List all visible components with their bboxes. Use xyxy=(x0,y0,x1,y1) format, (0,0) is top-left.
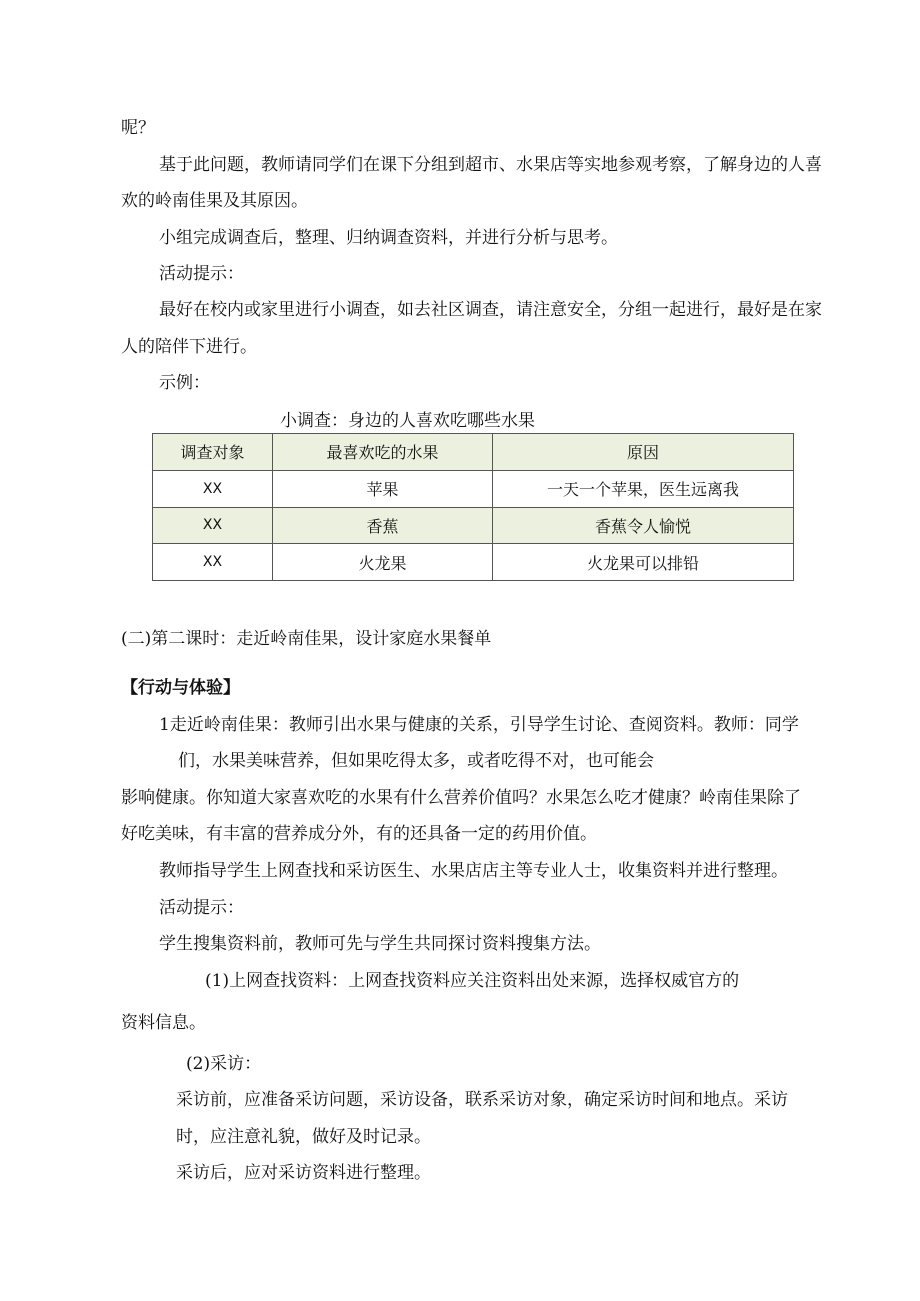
paragraph-line: 时，应注意礼貌，做好及时记录。 xyxy=(176,1127,431,1147)
paragraph-line: 采访前，应准备采访问题，采访设备，联系采访对象，确定采访时间和地点。采访 xyxy=(176,1090,788,1110)
table-cell: XX xyxy=(153,507,273,544)
paragraph-line: 基于此问题，教师请同学们在课下分组到超市、水果店等实地参观考察，了解身边的人喜 xyxy=(159,155,822,175)
column-header: 最喜欢吃的水果 xyxy=(273,434,493,471)
paragraph-line: 教师指导学生上网查找和采访医生、水果店店主等专业人士，收集资料并进行整理。 xyxy=(159,861,788,881)
column-header: 调查对象 xyxy=(153,434,273,471)
paragraph-line: 人的陪伴下进行。 xyxy=(121,337,257,357)
table-cell: 火龙果 xyxy=(273,544,493,581)
table-row xyxy=(153,544,794,581)
table-cell: XX xyxy=(153,544,273,581)
table-cell: XX xyxy=(153,470,273,507)
hint-label: 活动提示： xyxy=(159,898,244,918)
table-cell: 香蕉 xyxy=(273,507,493,544)
paragraph-line: 资料信息。 xyxy=(121,1013,206,1033)
subsection-heading: 【行动与体验】 xyxy=(121,678,240,698)
table-cell: 香蕉令人愉悦 xyxy=(493,507,794,544)
paragraph-line: 学生搜集资料前，教师可先与学生共同探讨资料搜集方法。 xyxy=(159,934,601,954)
table-header-row xyxy=(153,434,794,471)
table-cell: 一天一个苹果，医生远离我 xyxy=(493,470,794,507)
paragraph-line: 欢的岭南佳果及其原因。 xyxy=(121,191,308,211)
hint-label: 活动提示： xyxy=(159,264,244,284)
paragraph-line: 好吃美味，有丰富的营养成分外，有的还具备一定的药用价值。 xyxy=(121,824,597,844)
paragraph-line: 影响健康。你知道大家喜欢吃的水果有什么营养价值吗？水果怎么吃才健康？岭南佳果除了 xyxy=(121,788,801,808)
example-label: 示例： xyxy=(159,373,210,393)
list-item: (1)上网查找资料：上网查找资料应关注资料出处来源，选择权威官方的 xyxy=(205,971,740,991)
paragraph-line: 们，水果美味营养，但如果吃得太多，或者吃得不对，也可能会 xyxy=(178,751,654,771)
table-row xyxy=(153,470,794,507)
table-row xyxy=(153,507,794,544)
table-cell: 火龙果可以排铅 xyxy=(493,544,794,581)
paragraph-line: 采访后，应对采访资料进行整理。 xyxy=(176,1163,431,1183)
paragraph-line: 1走近岭南佳果：教师引出水果与健康的关系，引导学生讨论、查阅资料。教师：同学 xyxy=(159,715,799,735)
table-cell: 苹果 xyxy=(273,470,493,507)
paragraph-line: 小组完成调查后，整理、归纳调查资料，并进行分析与思考。 xyxy=(159,228,618,248)
survey-table xyxy=(152,433,794,581)
list-item: (2)采访： xyxy=(186,1054,262,1074)
section-heading: (二)第二课时：走近岭南佳果，设计家庭水果餐单 xyxy=(121,629,492,649)
paragraph-line: 呢？ xyxy=(121,118,155,138)
table-caption: 小调查：身边的人喜欢吃哪些水果 xyxy=(280,411,535,431)
column-header: 原因 xyxy=(493,434,794,471)
paragraph-line: 最好在校内或家里进行小调查，如去社区调查，请注意安全，分组一起进行，最好是在家 xyxy=(159,300,822,320)
